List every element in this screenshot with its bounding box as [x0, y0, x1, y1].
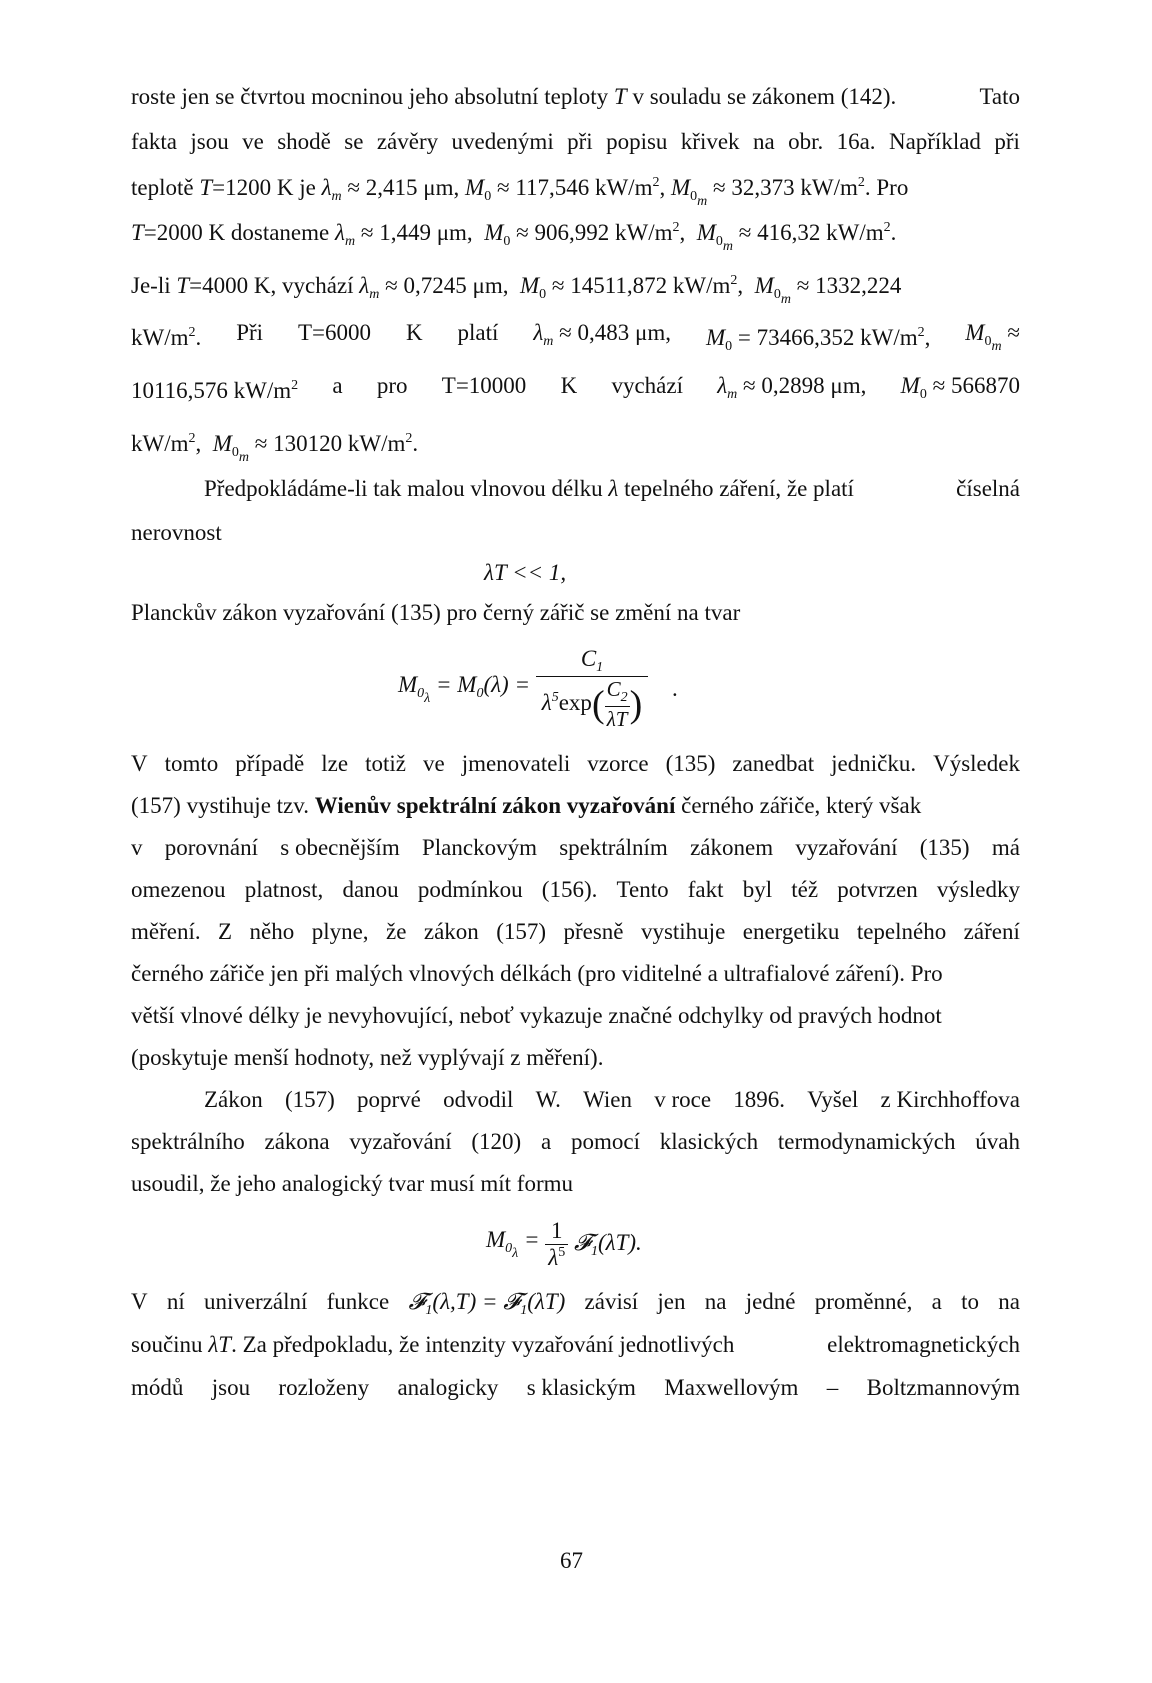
paragraph-4-line-5: měření. Z něho plyne, že zákon (157) přesně vystihuje energetiku tepelného záření — [131, 919, 1020, 944]
paragraph-1-line-3: teplotě T=1200 K je $\lambda_m \approx 2,415$ μm, $M_0 \approx 117,546$ $kW/m^2$, $M_{0_m} \approx 32,373$ $kW/m^2$. Pro — [131, 175, 909, 209]
paragraph-4-line-8: (poskytuje menší hodnoty, než vyplývají z měření). — [131, 1045, 604, 1070]
paragraph-1-line-4: T=2000 K dostaneme $\lambda_m \approx 1,449$ μm, $M_0 \approx 906,992$ $kW/m^2$, $M_{0_m} \approx 416,32$ $kW/m^2$. — [131, 220, 897, 254]
paragraph-1-line-7: 10116,576 $kW/m^2$ a pro T=10000 K vychází $\lambda_m \approx 0,2898$ μm, $M_0 \approx 566870$ — [131, 373, 1020, 403]
paragraph-5-line-2: spektrálního zákona vyzařování (120) a pomocí klasických termodynamických úvah — [131, 1129, 1020, 1154]
page-number: 67 — [560, 1548, 583, 1573]
paragraph-1-line-5: Je-li T=4000 K, vychází $\lambda_m \approx 0,7245$ μm, $M_0 \approx 14511,872$ $kW/m^2$, $M_{0_m} \approx 1332,224$ — [131, 273, 902, 307]
paragraph-1-line-2: fakta jsou ve shodě se závěry uvedenými při popisu křivek na obr. 16a. Například při — [131, 129, 1020, 154]
paragraph-3: Planckův zákon vyzařování (135) pro černý zářič se změní na tvar — [131, 600, 741, 625]
equation-157: $M_{0_\lambda} = M_0(\lambda)$ = $C_1$ $\lambda^5\exp$( $\frac{C_2}{\lambda T}$ ) . — [398, 646, 678, 731]
paragraph-4-line-2: (157) vystihuje tzv. Wienův spektrální zákon vyzařování černého zářiče, který však — [131, 793, 922, 818]
paragraph-2-line-2: nerovnost — [131, 520, 222, 545]
paragraph-6-line-2: součinu λT. Za předpokladu, že intenzity vyzařování jednotlivých elektromagnetických — [131, 1332, 1020, 1357]
paragraph-5-line-1: Zákon (157) poprvé odvodil W. Wien v roce 1896. Vyšel z Kirchhoffova — [204, 1087, 1020, 1112]
paragraph-1-line-8: $kW/m^2$, $M_{0_m} \approx 130120$ $kW/m^2$. — [131, 431, 419, 465]
paragraph-4-line-1: V tomto případě lze totiž ve jmenovateli vzorce (135) zanedbat jedničku. Výsledek — [131, 751, 1020, 776]
paragraph-4-line-3: v porovnání s obecnějším Planckovým spektrálním zákonem vyzařování (135) má — [131, 835, 1020, 860]
paragraph-1-line-6: $kW/m^2$. Při T=6000 K platí $\lambda_m \approx 0,483$ μm, $M_0 = 73466,352$ $kW/m^2$, $M_{0_m}$ ≈ — [131, 320, 1020, 354]
equation-158: $M_{0_\lambda}$ = $\frac{1}{\lambda^5}$ 𝓕$_1$(λT). — [486, 1218, 642, 1270]
paragraph-4-line-6: černého zářiče jen při malých vlnových délkách (pro viditelné a ultrafialové záření). Pro — [131, 961, 943, 986]
paragraph-6-line-1: V ní univerzální funkce 𝓕$_1$(λ,T) = 𝓕$_1$(λT) závisí jen na jedné proměnné, a to na — [131, 1289, 1020, 1318]
paragraph-2-line-1: Předpokládáme-li tak malou vlnovou délku λ tepelného záření, že platí číselná — [204, 476, 1020, 501]
equation-156: λT << 1, — [484, 560, 567, 585]
paragraph-4-line-7: větší vlnové délky je nevyhovující, neboť vykazuje značné odchylky od pravých hodnot — [131, 1003, 942, 1028]
paragraph-1-line-1: roste jen se čtvrtou mocninou jeho absolutní teploty T v souladu se zákonem (142). Tato — [131, 84, 1020, 109]
paragraph-6-line-3: módů jsou rozloženy analogicky s klasickým Maxwellovým – Boltzmannovým — [131, 1375, 1020, 1400]
paragraph-4-line-4: omezenou platnost, danou podmínkou (156). Tento fakt byl též potvrzen výsledky — [131, 877, 1020, 902]
paragraph-5-line-3: usoudil, že jeho analogický tvar musí mít formu — [131, 1171, 574, 1196]
